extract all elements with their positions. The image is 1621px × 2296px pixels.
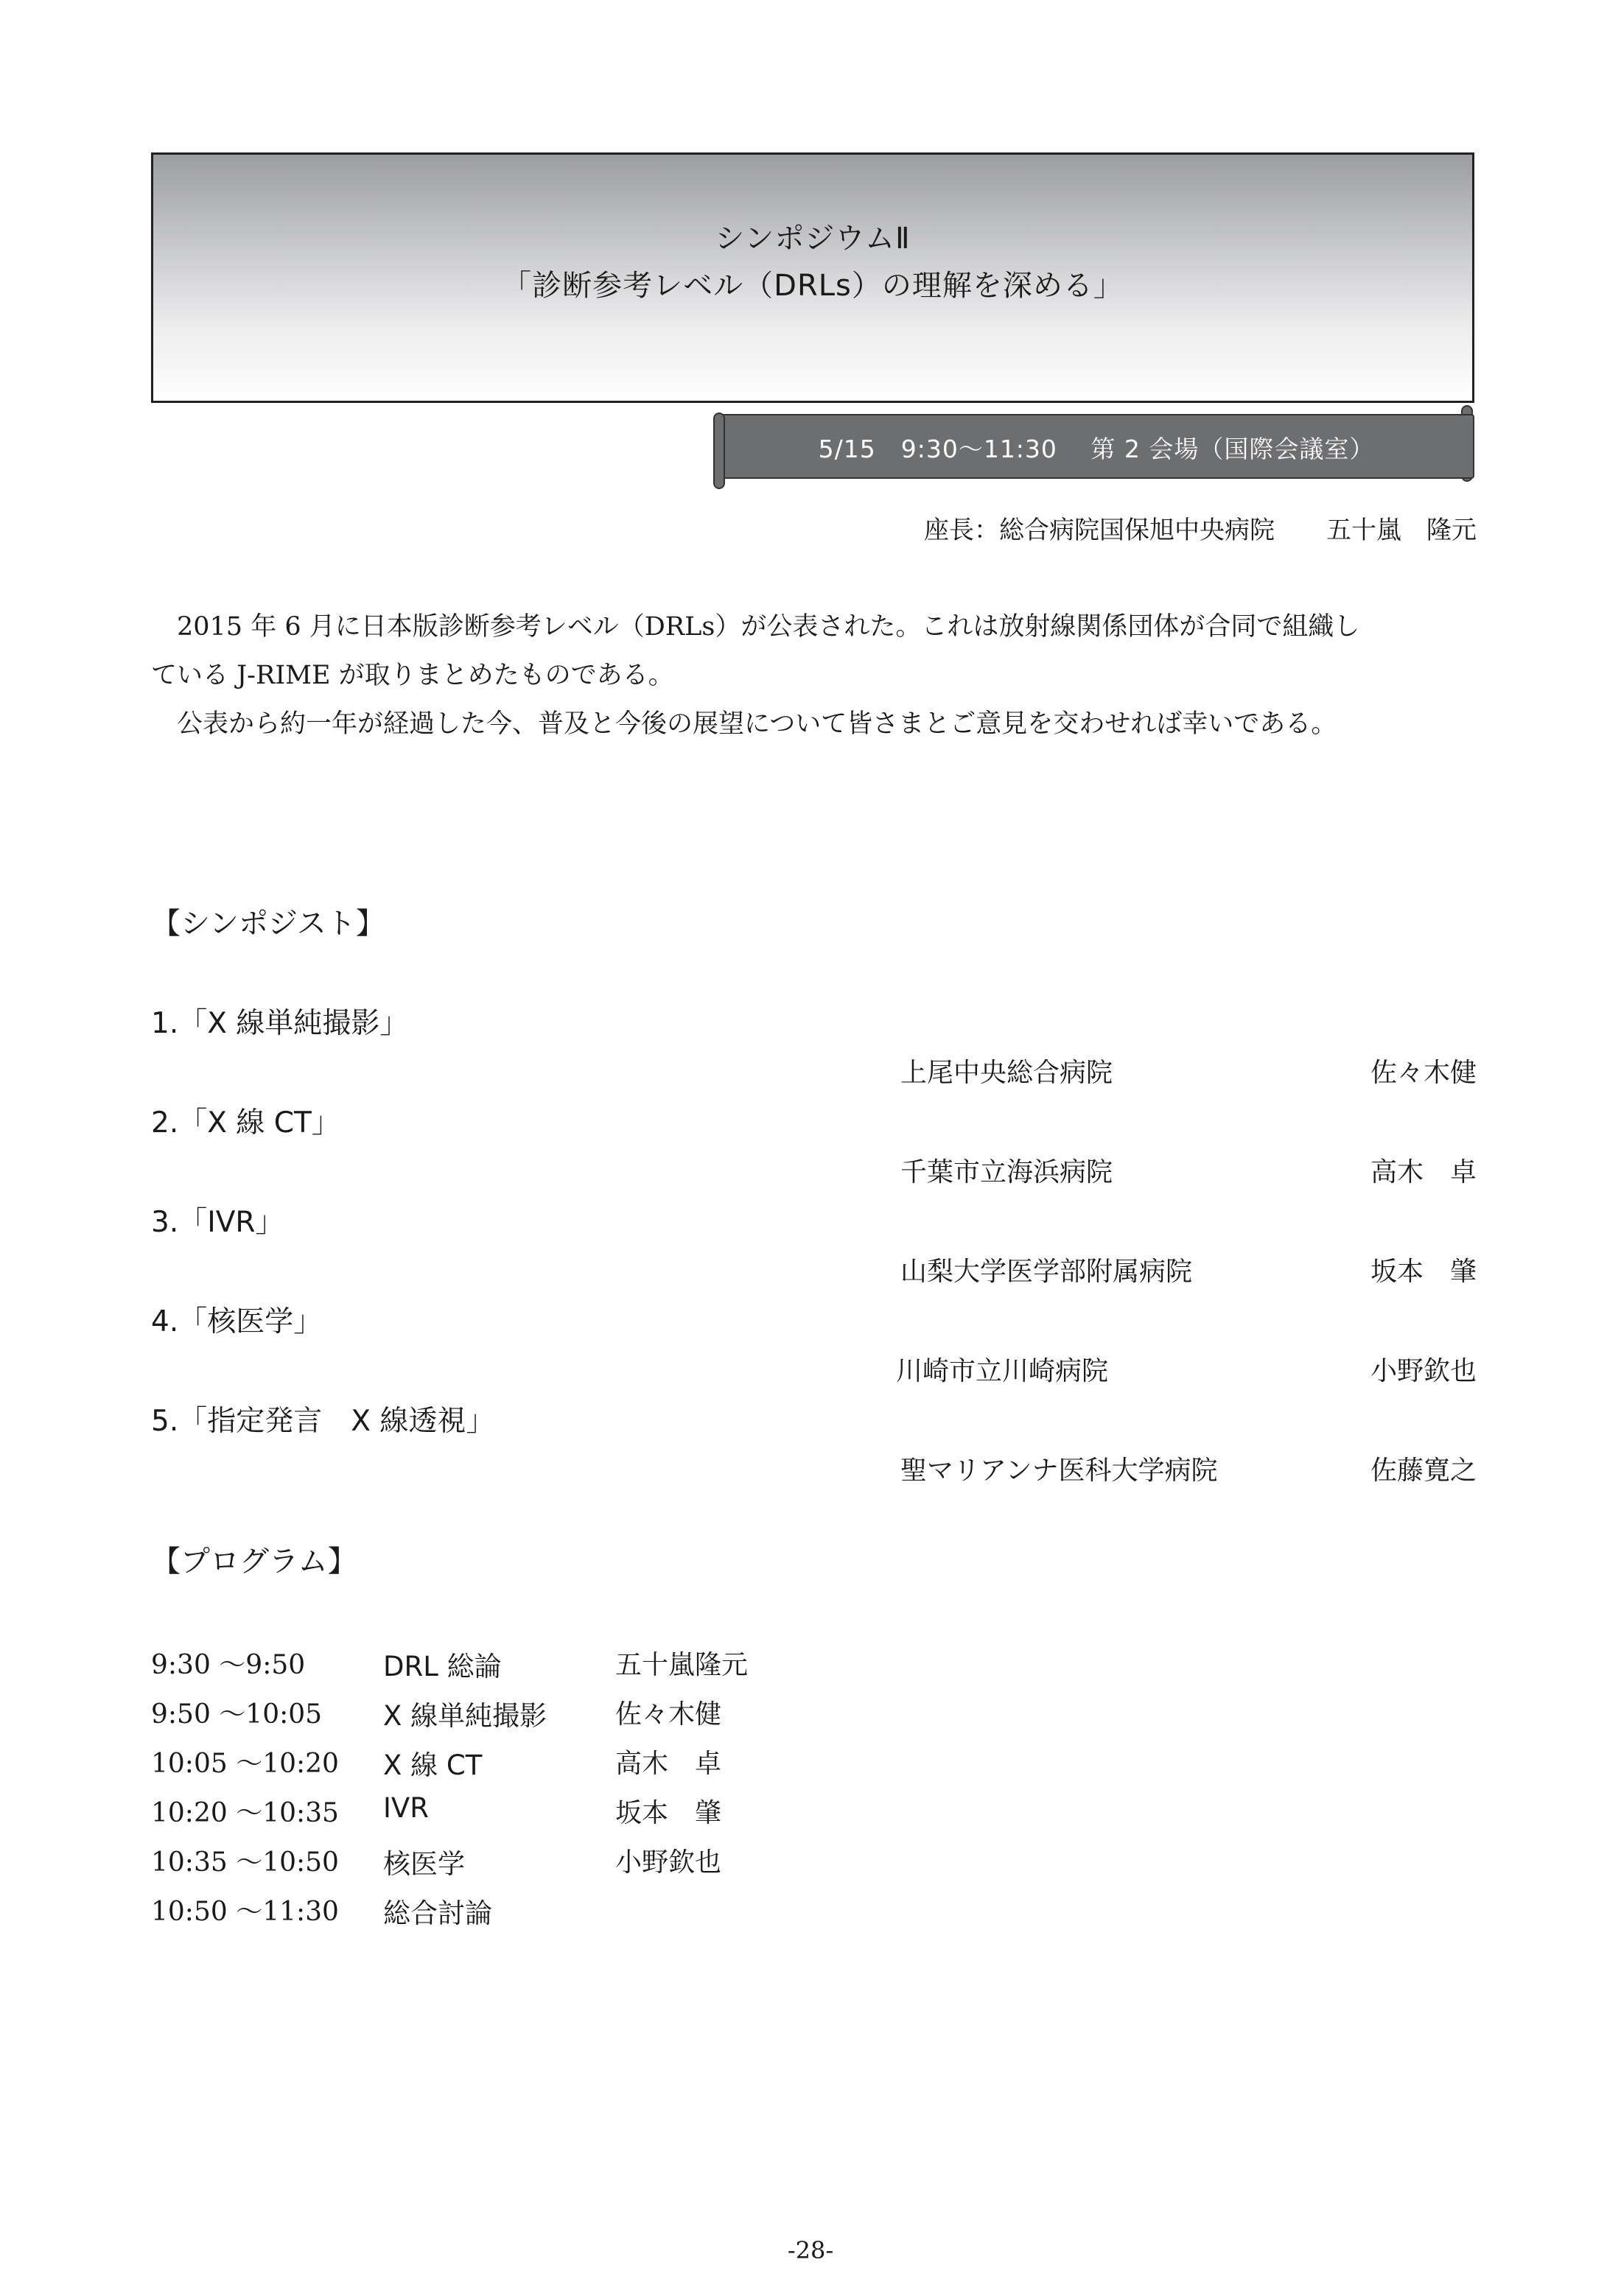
symposium-title: 「診断参考レベル（DRLs）の理解を深める」: [502, 269, 1124, 303]
symposist-affiliation: 山梨大学医学部附属病院: [900, 1257, 1193, 1287]
program-time: 9:30 ～9:50: [151, 1650, 306, 1680]
symposist-name: 佐々木健: [1370, 1058, 1477, 1088]
chair-name: 五十嵐 隆元: [1326, 516, 1477, 545]
program-topic: X 線 CT: [383, 1749, 483, 1781]
symposium-number: シンポジウムⅡ: [715, 222, 911, 256]
symposist-affiliation: 上尾中央総合病院: [900, 1058, 1113, 1088]
symposists-heading: 【シンポジスト】: [151, 907, 385, 941]
symposist-name: 小野欽也: [1370, 1356, 1477, 1386]
program-speaker: 五十嵐隆元: [615, 1650, 749, 1680]
program-topic: 総合討論: [383, 1897, 492, 1929]
program-speaker: 小野欽也: [615, 1847, 722, 1878]
program-speaker: 佐々木健: [615, 1699, 722, 1730]
program-topic: IVR: [383, 1792, 429, 1824]
session-info: 5/15 9:30～11:30 第 2 会場（国際会議室）: [818, 435, 1375, 463]
symposist-name: 高木 卓: [1370, 1157, 1477, 1187]
program-speaker: 坂本 肇: [615, 1798, 722, 1828]
symposist-topic: 1.「X 線単純撮影」: [151, 1007, 409, 1040]
title-banner: [151, 152, 1474, 403]
chair-label: 座長：総合病院国保旭中央病院: [924, 516, 1275, 545]
program-heading: 【プログラム】: [151, 1545, 357, 1579]
symposist-topic: 3.「IVR」: [151, 1206, 284, 1239]
page-number: -28-: [787, 2236, 834, 2264]
symposist-topic: 4.「核医学」: [151, 1305, 323, 1338]
intro-line: 公表から約一年が経過した今、普及と今後の展望について皆さまとご意見を交わせれば幸いである。: [151, 709, 1337, 739]
symposist-affiliation: 千葉市立海浜病院: [900, 1157, 1113, 1187]
symposist-affiliation: 川崎市立川崎病院: [896, 1356, 1109, 1386]
program-topic: DRL 総論: [383, 1651, 502, 1682]
program-time: 9:50 ～10:05: [151, 1699, 323, 1730]
symposist-name: 坂本 肇: [1370, 1257, 1477, 1287]
ribbon-scroll-left: [713, 412, 725, 489]
symposist-affiliation: 聖マリアンナ医科大学病院: [900, 1456, 1218, 1486]
symposist-topic: 2.「X 線 CT」: [151, 1106, 340, 1140]
program-time: 10:05 ～10:20: [151, 1749, 339, 1779]
chairperson: [810, 510, 1477, 546]
program-time: 10:35 ～10:50: [151, 1847, 339, 1878]
program-time: 10:50 ～11:30: [151, 1897, 339, 1927]
symposist-name: 佐藤寛之: [1370, 1456, 1477, 1486]
session-ribbon: [718, 414, 1474, 479]
program-time: 10:20 ～10:35: [151, 1798, 339, 1828]
symposist-topic: 5.「指定発言 X 線透視」: [151, 1405, 495, 1438]
program-speaker: 高木 卓: [615, 1749, 722, 1779]
intro-line: 2015 年 6 月に日本版診断参考レベル（DRLs）が公表された。これは放射線関係団体が合同で組織し: [151, 612, 1360, 642]
program-topic: X 線単純撮影: [383, 1700, 547, 1732]
intro-line: ている J-RIME が取りまとめたものである。: [151, 661, 674, 690]
program-topic: 核医学: [383, 1848, 465, 1880]
introduction: [151, 603, 1474, 748]
